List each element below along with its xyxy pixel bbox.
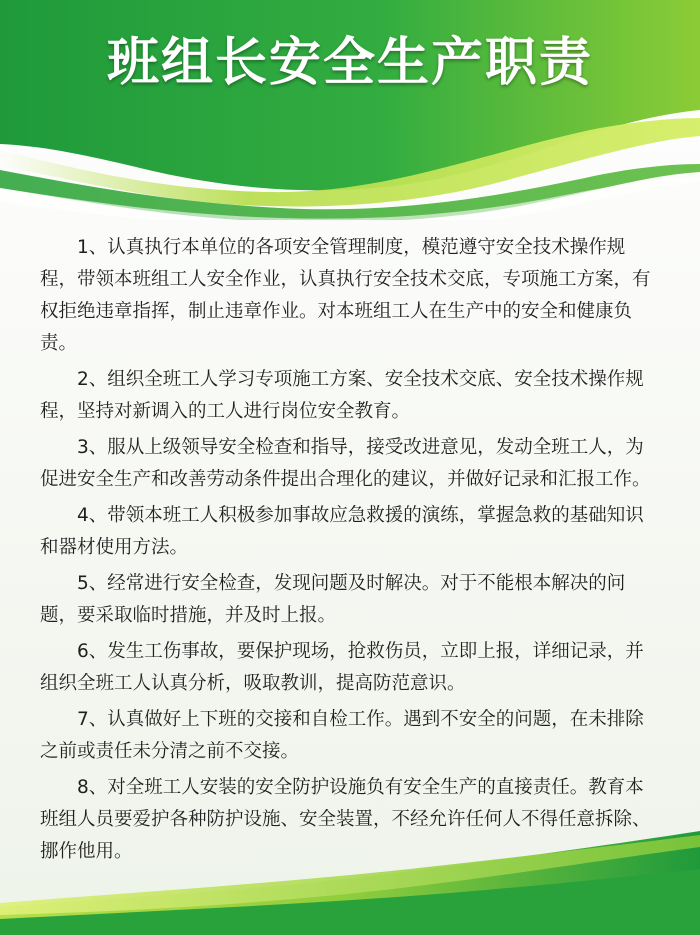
- list-item: 8、对全班工人安装的安全防护设施负有安全生产的直接责任。教育本班组人员要爱护各种防护设施、安全装置，不经允许任何人不得任意拆除、挪作他用。: [40, 777, 651, 862]
- list-item: 1、认真执行本单位的各项安全管理制度，模范遵守安全技术操作规程，带领本班组工人安全作业，认真执行安全技术交底，专项施工方案，有权拒绝违章指挥，制止违章作业。对本班组工人在生产中的安全和健康负责。: [40, 237, 651, 354]
- page-title: 班组长安全生产职责: [106, 33, 593, 93]
- list-item: 5、经常进行安全检查，发现问题及时解决。对于不能根本解决的问题，要采取临时措施，并及时上报。: [40, 573, 626, 626]
- responsibility-list: [40, 232, 660, 872]
- list-item: 2、组织全班工人学习专项施工方案、安全技术交底、安全技术操作规程，坚持对新调入的工人进行岗位安全教育。: [40, 369, 644, 422]
- list-item: 3、服从上级领导安全检查和指导，接受改进意见，发动全班工人，为促进安全生产和改善劳动条件提出合理化的建议，并做好记录和汇报工作。: [40, 437, 651, 490]
- list-item: 7、认真做好上下班的交接和自检工作。遇到不安全的问题，在未排除之前或责任未分清之前不交接。: [40, 709, 644, 762]
- list-item: 4、带领本班工人积极参加事故应急救援的演练，掌握急救的基础知识和器材使用方法。: [40, 505, 644, 558]
- footer-green-wave: [0, 815, 700, 935]
- list-item: 6、发生工伤事故，要保护现场，抢救伤员，立即上报，详细记录，并组织全班工人认真分析，吸取教训，提高防范意识。: [40, 641, 644, 694]
